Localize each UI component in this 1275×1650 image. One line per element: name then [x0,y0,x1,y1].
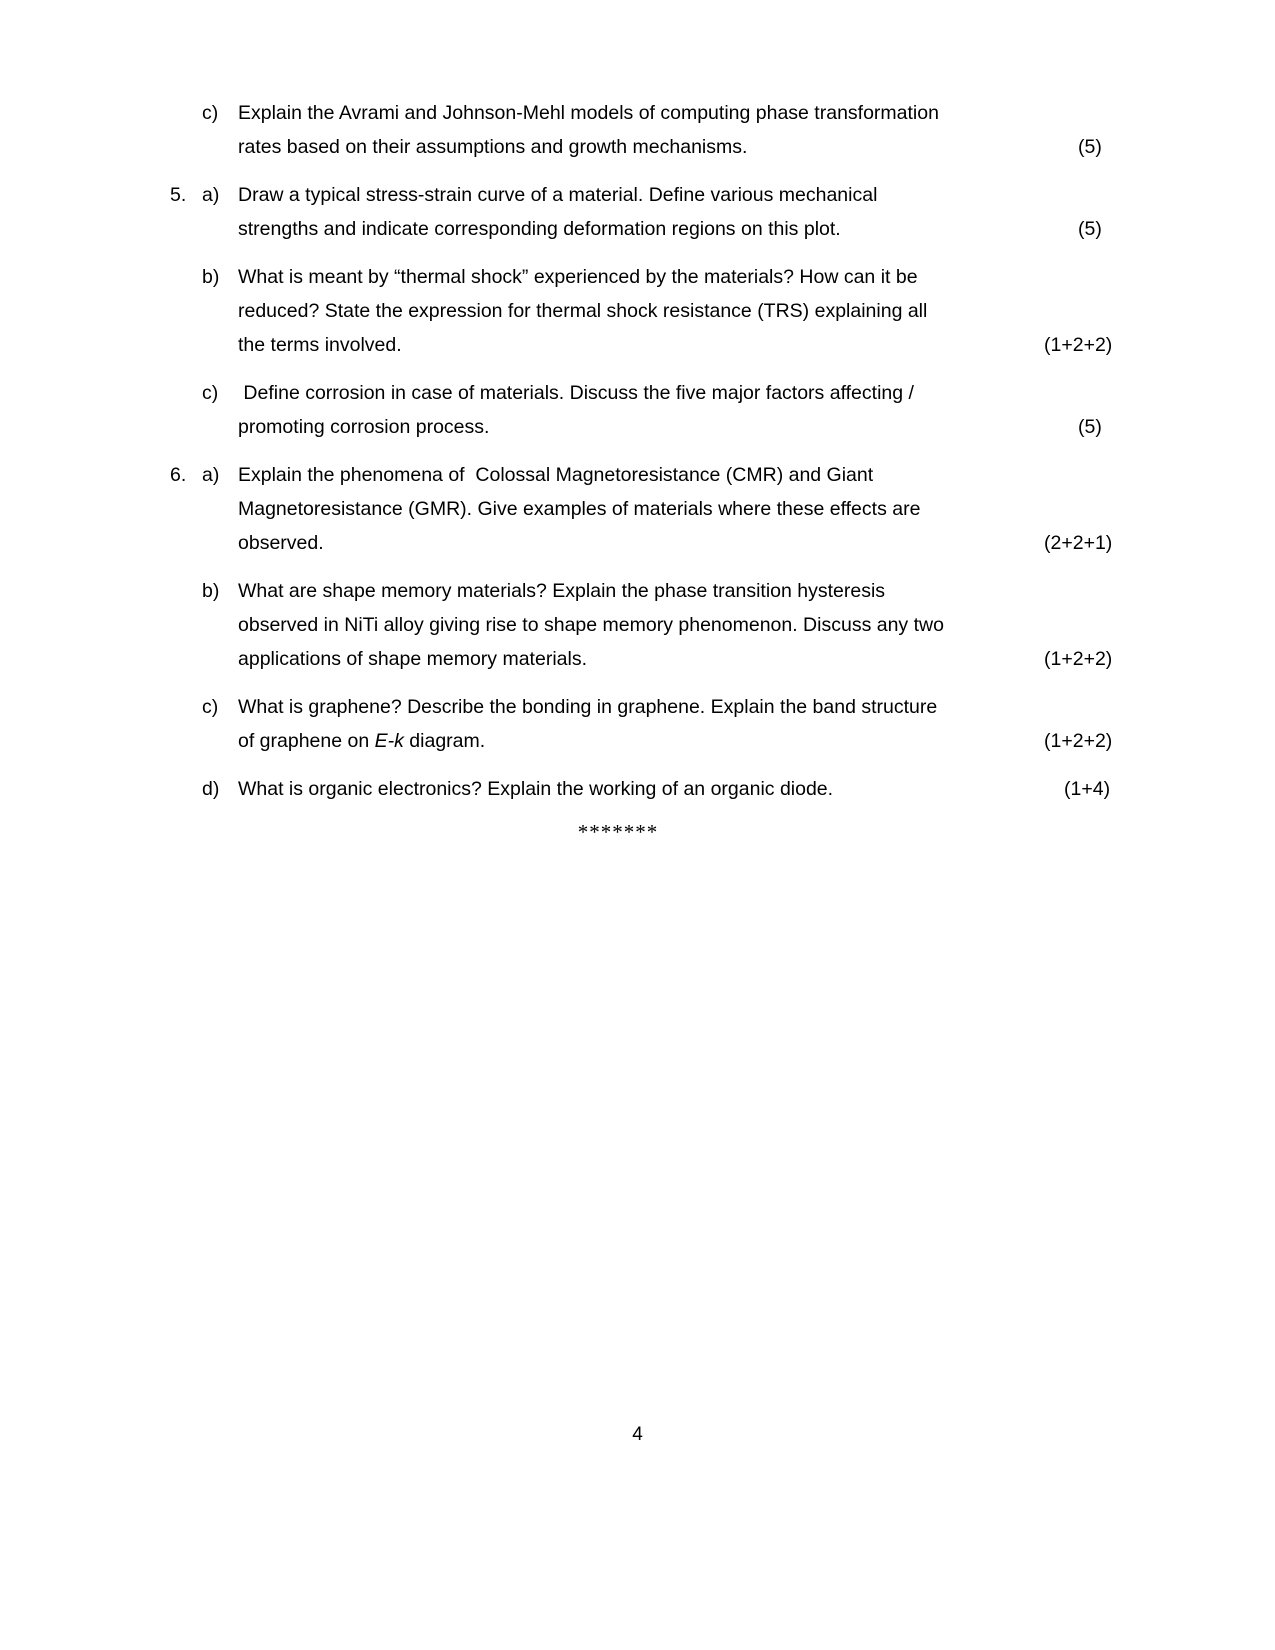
question-line: observed. [238,532,324,554]
question-text [238,574,1113,676]
question-line: the terms involved. [238,334,402,356]
question-item [168,574,1113,676]
marks-value: (1+2+2) [1044,730,1113,752]
marks-value: (5) [1078,218,1102,240]
question-letter: a) [202,184,220,206]
question-line: What is graphene? Describe the bonding in graphene. Explain the band structure [238,696,938,718]
question-item [168,690,1113,758]
end-of-paper-row [168,820,1068,854]
question-letter: a) [202,464,220,486]
question-number: 6. [170,464,187,486]
question-line: reduced? State the expression for thermal shock resistance (TRS) explaining all [238,300,928,322]
question-text [238,772,1111,806]
marks-value: (1+2+2) [1044,334,1113,356]
question-line: applications of shape memory materials. [238,648,587,670]
question-letter: b) [202,580,220,602]
question-line: observed in NiTi alloy giving rise to shape memory phenomenon. Discuss any two [238,614,944,636]
question-item [168,458,1113,560]
question-line: strengths and indicate corresponding deformation regions on this plot. [238,218,841,240]
marks-value: (1+4) [1064,778,1111,800]
marks-value: (5) [1078,416,1102,438]
question-item [168,178,1102,246]
question-text [238,458,1113,560]
question-line: What is meant by “thermal shock” experienced by the materials? How can it be [238,266,918,288]
question-text [238,376,1102,444]
marks-value: (5) [1078,136,1102,158]
marks-value: (2+2+1) [1044,532,1113,554]
question-text [238,178,1102,246]
italic-term: E-k [374,730,404,752]
question-line: rates based on their assumptions and growth mechanisms. [238,136,748,158]
question-line: Magnetoresistance (GMR). Give examples of materials where these effects are [238,498,921,520]
question-line: What is organic electronics? Explain the working of an organic diode. [238,778,834,800]
end-of-paper-marker: ******* [577,820,659,844]
line-prefix: of graphene on [238,730,375,752]
question-letter: b) [202,266,220,288]
question-line: Explain the phenomena of Colossal Magnetoresistance (CMR) and Giant [238,464,874,486]
marks-value: (1+2+2) [1044,648,1113,670]
question-letter: d) [202,778,220,800]
question-letter: c) [202,382,219,404]
question-text [238,96,1102,164]
question-text [238,260,1113,362]
question-item [168,96,1102,164]
question-line: Draw a typical stress-strain curve of a material. Define various mechanical [238,184,878,206]
question-item [168,772,1111,806]
question-line-with-italic [238,724,1064,758]
question-line: What are shape memory materials? Explain the phase transition hysteresis [238,580,886,602]
question-letter: c) [202,102,219,124]
question-line: Explain the Avrami and Johnson-Mehl models of computing phase transformation [238,102,939,124]
question-item [168,260,1113,362]
question-text [238,690,1113,758]
question-number: 5. [170,184,187,206]
question-item [168,376,1102,444]
question-list [168,96,1113,854]
question-line: promoting corrosion process. [238,416,490,438]
question-letter: c) [202,696,219,718]
question-line: Define corrosion in case of materials. Discuss the five major factors affecting / [238,382,914,404]
page-number: 4 [632,1424,643,1445]
line-suffix: diagram. [403,730,486,752]
